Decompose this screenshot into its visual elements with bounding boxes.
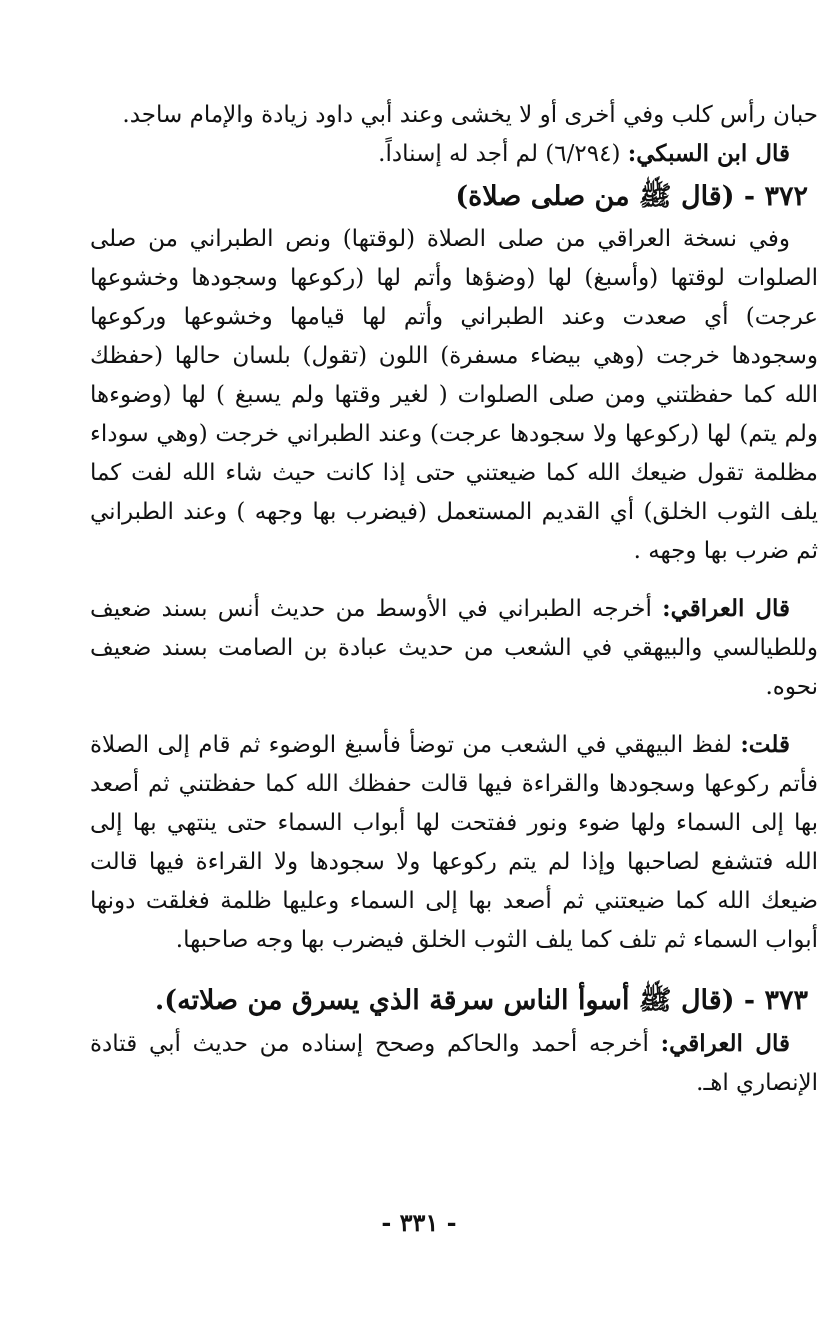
subki-note-text: (٦/٢٩٤) لم أجد له إسناداً. bbox=[378, 141, 628, 167]
iraqi-372-note bbox=[90, 589, 818, 707]
page-body bbox=[90, 96, 818, 1103]
qultu-text: لفظ البيهقي في الشعب من توضأ فأسبغ الوضوء ثم قام إلى الصلاة فأتم ركوعها وسجودها والقراءة فيها قالت حفظك الله كما حفظتني ثم أصعد بها إلى السماء ولها ضوء ونور ففتحت لها أبواب السماء حتى ينتهي بها إلى الله فتشفع لصاحبها وإذا لم يتم ركوعها ولا سجودها ولا القراءة فيها قالت ضيعك الله كما ضيعتني ثم أصعد بها إلى السماء وعليها ظلمة فغلقت دونها أبواب السماء ثم تلف كما يلف الثوب الخلق فيضرب بها وجه صاحبها. bbox=[90, 732, 818, 953]
subki-note bbox=[90, 134, 818, 174]
qultu-lead: قلت: bbox=[740, 731, 790, 758]
iraqi-373-note bbox=[90, 1024, 818, 1103]
paragraph-spacer bbox=[90, 707, 818, 725]
iraqi-372-text: أخرجه الطبراني في الأوسط من حديث أنس بسند ضعيف وللطيالسي والبيهقي في الشعب من حديث عبادة بن الصامت بسند ضعيف نحوه. bbox=[90, 596, 818, 700]
iraqi-373-text: أخرجه أحمد والحاكم وصحح إسناده من حديث أبي قتادة الإنصاري اهـ. bbox=[90, 1031, 818, 1096]
paragraph-spacer bbox=[90, 960, 818, 978]
hadith-372-commentary: وفي نسخة العراقي من صلى الصلاة (لوقتها) ونص الطبراني من صلى الصلوات لوقتها (وأسبغ) لها (وضؤها وأتم لها (ركوعها وسجودها وخشوعها عرجت) أي صعدت وعند الطبراني وأتم لها قيامها وخشوعها وركوعها وسجودها خرجت (وهي بيضاء مسفرة) اللون (تقول) بلسان حالها (حفظك الله كما حفظتني ومن صلى الصلوات ( لغير وقتها ولم يسبغ ) لها (وضوءها ولم يتم) لها (ركوعها ولا سجودها عرجت) وعند الطبراني خرجت (وهي سوداء مظلمة تقول ضيعك الله كما ضيعتني حتى إذا كانت حيث شاء الله لفت كما يلف الثوب الخلق) أي القديم المستعمل (فيضرب بها وجهه ) وعند الطبراني ثم ضرب بها وجهه . bbox=[90, 226, 818, 564]
iraqi-373-lead: قال العراقي: bbox=[660, 1030, 791, 1057]
continuation-line: حبان رأس كلب وفي أخرى أو لا يخشى وعند أبي داود زيادة والإمام ساجد. bbox=[122, 102, 818, 128]
subki-note-lead: قال ابن السبكي: bbox=[627, 140, 790, 167]
paragraph-spacer bbox=[90, 571, 818, 589]
page-number: - ٣٣١ - bbox=[381, 1208, 457, 1237]
hadith-372-heading: ٣٧٢ - (قال ﷺ من صلى صلاة) bbox=[455, 181, 808, 212]
qultu-note bbox=[90, 725, 818, 960]
iraqi-372-lead: قال العراقي: bbox=[662, 595, 791, 622]
hadith-373-heading: ٣٧٣ - (قال ﷺ أسوأ الناس سرقة الذي يسرق من صلاته). bbox=[154, 985, 808, 1016]
